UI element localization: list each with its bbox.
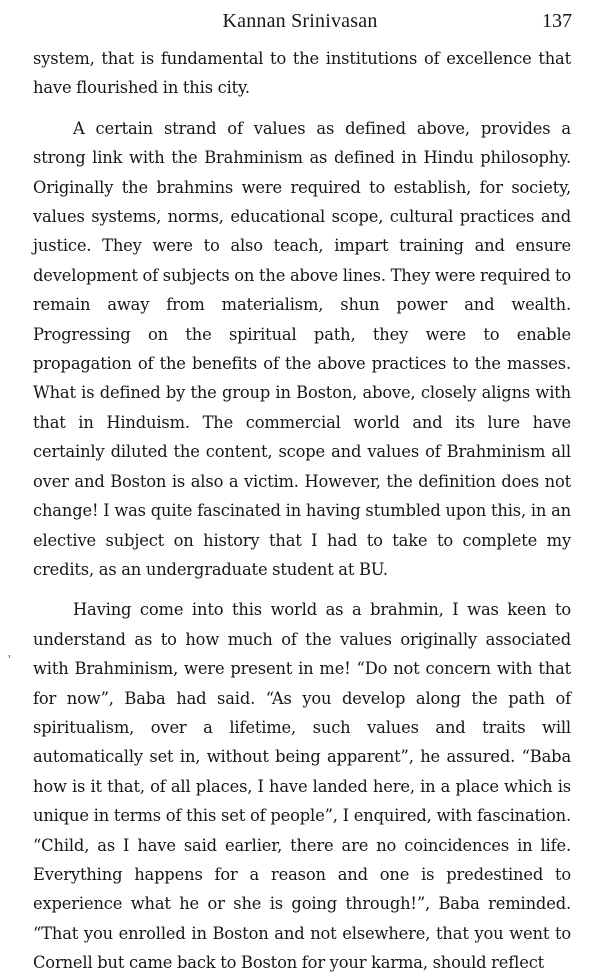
paragraph-baba-dialogue: Having come into this world as a brahmin, I was keen to understand as to how much of the values originally associated with Brahminism, were present in me! “Do not concern with that for now”, Baba had said. “As you develop along the path of spiritualism, over a lifetime, such values and traits will automatically set in, without being apparent”, he assured. “Baba how is it that, of all places, I have landed here, in a place which is unique in terms of this set of people”, I enquired, with fascination. “Child, as I have said earlier, there are no coincidences in life. Everything happens for a reason and one is predestined to experience what he or she is going through!”, Baba reminded. “That you enrolled in Boston and not elsewhere, that you went to Cornell but came back to Boston for your karma, should reflect (33, 600, 571, 973)
paragraph-gap (33, 103, 571, 114)
paragraph-continuation: system, that is fundamental to the institutions of excellence that have flourished in this city. (33, 49, 571, 98)
page-number: 137 (542, 10, 572, 32)
running-head: Kannan Srinivasan (222, 10, 378, 32)
margin-mark: ˒ (8, 651, 12, 664)
paragraph-gap (33, 584, 571, 595)
body-text (33, 44, 571, 978)
page-header (0, 6, 600, 36)
paragraph-brahminism: A certain strand of values as defined above, provides a strong link with the Brahminism as defined in Hindu philosophy. Originally the brahmins were required to establish, for society, values systems, norms, educational scope, cultural practices and justice. They were to also teach, impart training and ensure development of subjects on the above lines. They were required to remain away from materialism, shun power and wealth. Progressing on the spiritual path, they were to enable propagation of the benefits of the above practices to the masses. What is defined by the group in Boston, above, closely aligns with that in Hinduism. The commercial world and its lure have certainly diluted the content, scope and values of Brahminism all over and Boston is also a victim. However, the definition does not change! I was quite fascinated in having stumbled upon this, in an elective subject on history that I had to take to complete my credits, as an undergraduate student at BU. (33, 118, 571, 579)
